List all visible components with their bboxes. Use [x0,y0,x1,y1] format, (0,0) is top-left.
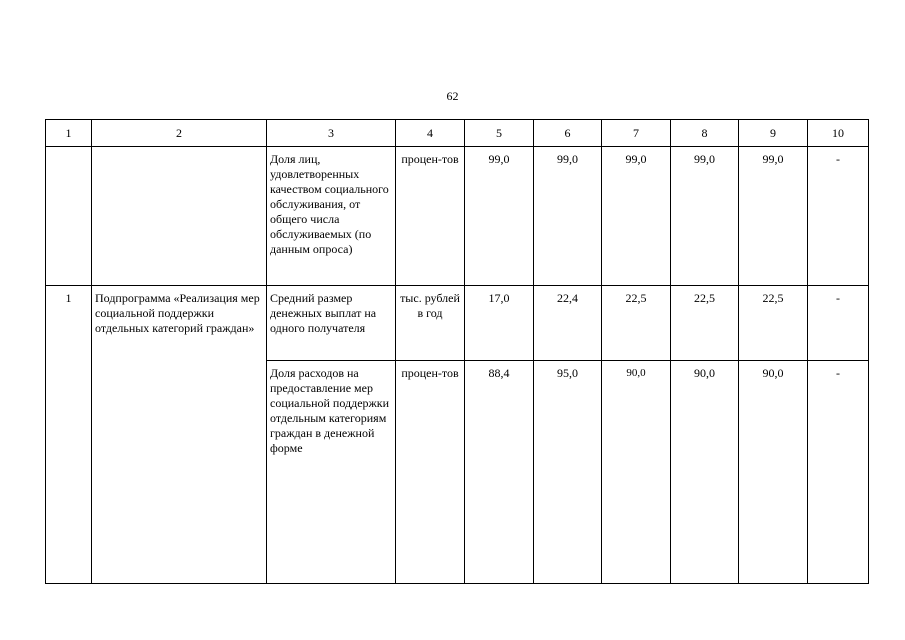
value-cell [808,147,869,286]
value: 99,0 [488,152,510,166]
header-cell: 4 [396,120,465,147]
value-cell [602,286,671,361]
value-cell [465,286,534,361]
value-cell [602,147,671,286]
value: 99,0 [762,152,784,166]
value: 99,0 [557,152,578,166]
value: 99,0 [694,152,715,166]
value-cell [534,147,602,286]
program-name: Подпрограмма «Реализация мер социальной поддержки отдельных категорий граждан» [95,291,260,335]
value-cell [602,361,671,584]
value-cell [465,361,534,584]
value: 90,0 [762,366,784,380]
unit-cell [396,286,465,361]
row-number [46,147,91,152]
value-cell [671,361,739,584]
indicator-cell [267,361,396,584]
header-cell: 9 [739,120,808,147]
unit-label: процен-тов [401,366,459,380]
page-number: 62 [446,89,459,103]
unit-cell [396,361,465,584]
indicators-table [45,119,869,584]
value: 22,4 [557,291,578,305]
value-cell [534,361,602,584]
value: 22,5 [762,291,784,305]
header-cell: 8 [671,120,739,147]
unit-label: тыс. рублей в год [400,291,460,320]
value: 17,0 [488,291,510,305]
value-cell [739,361,808,584]
header-cell: 2 [92,120,267,147]
row-number-cell [46,147,92,286]
row-number: 1 [65,291,72,305]
unit-cell [396,147,465,286]
value-cell [465,147,534,286]
table-row [46,286,869,361]
indicator-name: Доля расходов на предоставление мер социальной поддержки отдельным категориям граждан в денежной форме [270,366,390,455]
value: - [836,152,840,166]
program-name-cell [92,286,267,584]
value-cell [808,361,869,584]
indicator-name: Средний размер денежных выплат на одного получателя [270,291,377,335]
table-header-row [46,120,869,147]
value: 22,5 [694,291,715,305]
program-name-cell [92,147,267,286]
row-number-cell [46,286,92,584]
header-cell: 10 [808,120,869,147]
value-cell [671,286,739,361]
value: 90,0 [626,367,646,379]
header-cell: 1 [46,120,92,147]
value: 95,0 [557,366,578,380]
header-cell: 5 [465,120,534,147]
indicator-name: Доля лиц, удовлетворенных качеством социального обслуживания, от общего числа обслуживаемых (по данным опроса) [270,152,389,256]
header-cell: 6 [534,120,602,147]
value: - [836,366,840,380]
value-cell [534,286,602,361]
value-cell [739,147,808,286]
value: 88,4 [488,366,510,380]
value: 90,0 [694,366,715,380]
header-cell: 7 [602,120,671,147]
value-cell [671,147,739,286]
value: 99,0 [625,152,647,166]
program-name [92,147,266,152]
value: - [836,291,840,305]
header-cell: 3 [267,120,396,147]
value: 22,5 [625,291,647,305]
value-cell [739,286,808,361]
value-cell [808,286,869,361]
unit-label: процен-тов [401,152,459,166]
indicator-cell [267,286,396,361]
indicator-cell [267,147,396,286]
table-row [46,147,869,286]
